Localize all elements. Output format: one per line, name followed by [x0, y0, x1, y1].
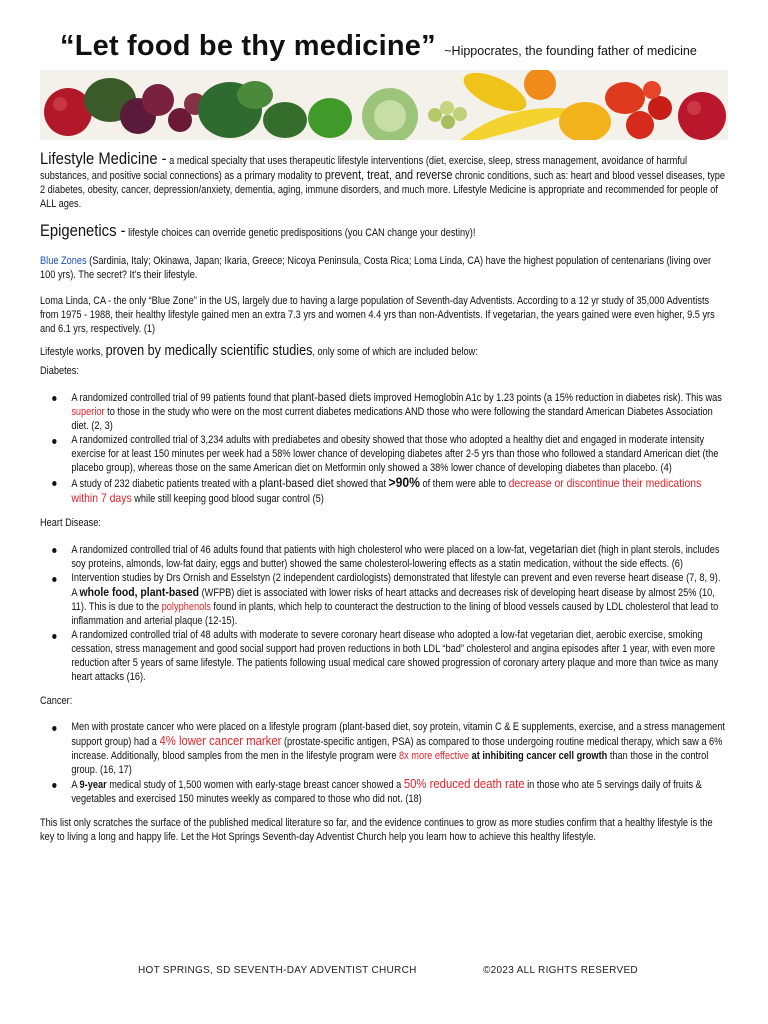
diabetes-list — [40, 390, 727, 506]
list-item: Men with prostate cancer who were placed on a lifestyle program (plant-based diet, soy protein, vitamin C & E supplements, exercise, and a stress management support group) had a 4% lower cancer marker (prostate-specific antigen, PSA) as compared to those undergoing routine medical therapy, which saw a 6% increase. Additionally, blood samples from the men in the lifestyle program were 8x more effective at inhibiting cancer cell growth than those in the control group. (16, 17) — [40, 720, 727, 777]
polyphenols-highlight: polyphenols — [161, 601, 211, 613]
page-header — [60, 30, 720, 63]
lifestyle-medicine-term: Lifestyle Medicine - — [40, 149, 167, 168]
footer-copyright: ©2023 ALL RIGHTS RESERVED — [483, 965, 638, 976]
lifestyle-works-emphasis: proven by medically scientific studies — [105, 343, 313, 359]
quote-attribution: ~Hippocrates, the founding father of medicine — [444, 44, 697, 58]
lifestyle-medicine-paragraph — [40, 149, 727, 211]
lifestyle-works-post: , only some of which are included below: — [312, 346, 478, 358]
epigenetics-term: Epigenetics - — [40, 221, 126, 240]
loma-linda-paragraph: Loma Linda, CA - the only “Blue Zone” in the US, largely due to having a large population of Seventh-day Adventists. According to a 12 yr study of 35,000 Adventists from 1975 - 1988, their healthy lifestyle gained men an extra 7.3 yrs and women 4.4 yrs than non-Adventists. If vegetarian, the years gained were even higher, 9.5 yrs and 6.1 yrs, respectively. (1) — [40, 295, 715, 335]
over-90-percent: >90% — [388, 474, 420, 490]
produce-image — [40, 70, 728, 140]
blue-zones-text: (Sardinia, Italy; Okinawa, Japan; Ikaria, Greece; Nicoya Peninsula, Costa Rica; Loma Linda, CA) have the highest population of centenarians (living over 100 yrs). The secret? It’s their lifestyle. — [40, 255, 712, 281]
diabetes-heading: Diabetes: — [40, 365, 79, 377]
cancer-list — [40, 720, 727, 806]
fruits-and-vegetables-banner — [40, 70, 728, 140]
list-item: A randomized controlled trial of 46 adults found that patients with high cholesterol who were placed on a low-fat, vegetarian diet (high in plant sterols, includes soy proteins, almonds, low-fat dairy, eggs and butter) showed the same cholesterol-lowering effects as a statin medication, without the side effects. (6) — [40, 542, 727, 571]
heart-disease-list — [40, 542, 727, 684]
plant-based-diets-emphasis: plant-based diets — [291, 390, 372, 404]
list-item: Intervention studies by Drs Ornish and Esselstyn (2 independent cardiologists) demonstrated that lifestyle can prevent and even reverse heart disease (7, 8, 9). A whole food, plant-based (WFPB) diet is associated with lower risks of heart attacks and decreases risk of developing heart disease by almost 25% (10, 11). This is due to the polyphenols found in plants, which help to counteract the destruction to the lining of blood vessels caused by LDL cholesterol that lead to inflammation and arterial plaque (12-15). — [40, 571, 727, 628]
superior-highlight: superior — [71, 406, 105, 418]
list-item: A randomized controlled trial of 99 patients found that plant-based diets improved Hemoglobin A1c by 1.23 points (a 15% reduction in diabetes risk). This was superior to those in the study who were on the most current diabetes medications AND those who were following the standard American Diabetes Association diet. (2, 3) — [40, 390, 727, 433]
death-rate-highlight: 50% reduced death rate — [403, 776, 525, 791]
list-item: A study of 232 diabetic patients treated with a plant-based diet showed that >90% of them were able to decrease or discontinue their medications within 7 days while still keeping good blood sugar control (5) — [40, 475, 727, 506]
footer-church-name: HOT SPRINGS, SD SEVENTH-DAY ADVENTIST CHURCH — [138, 965, 417, 976]
content-body — [40, 149, 727, 844]
list-item: A 9-year medical study of 1,500 women with early-stage breast cancer showed a 50% reduced death rate in those who ate 5 servings daily of fruits & vegetables and exercised 150 minutes weekly as compared to those who did not. (18) — [40, 777, 727, 806]
blue-zones-link[interactable]: Blue Zones — [40, 255, 87, 267]
epigenetics-text: lifestyle choices can override genetic predispositions (you CAN change your destiny)! — [125, 227, 476, 239]
8x-highlight: 8x more effective — [399, 750, 470, 762]
blue-zones-paragraph — [40, 254, 727, 282]
lifestyle-text-1: a medical specialty that uses therapeutic lifestyle interventions (diet, exercise, sleep, stress management, avoidance of harmful substances, and positive social connections) as a primary modality to — [40, 155, 688, 182]
lifestyle-works-line — [40, 344, 727, 359]
medication-highlight: decrease or discontinue their medications within 7 days — [71, 476, 702, 505]
lifestyle-text-2: chronic conditions, such as: heart and blood vessel diseases, type 2 diabetes, obesity, cancer, depression/anxiety, dementia, aging, immune disorders, and much more. Lifestyle Medicine is appropriate and recommended for people of ALL ages. — [40, 170, 725, 210]
cancer-heading: Cancer: — [40, 695, 73, 707]
lifestyle-emphasis: prevent, treat, and reverse — [324, 168, 453, 182]
list-item: A randomized controlled trial of 48 adults with moderate to severe coronary heart disease who adopted a low-fat vegetarian diet, aerobic exercise, smoking cessation, stress management and good social support had proven reductions in both LDL “bad” cholesterol and angina episodes after 1 year, with even more reduction after 5 years of same lifestyle. The patients following usual medical care showed progression of coronary artery plaque and more than twice as many heart attacks (16). — [40, 628, 727, 684]
cancer-marker-highlight: 4% lower cancer marker — [159, 733, 282, 748]
lifestyle-works-pre: Lifestyle works, — [40, 346, 106, 358]
closing-paragraph: This list only scratches the surface of the published medical literature so far, and the evidence continues to grow as more studies confirm that a healthy lifestyle is the key to living a long and happy life. Let the Hot Springs Seventh-day Adventist Church help you learn how to achieve this healthy lifestyle. — [40, 817, 713, 843]
list-item: A randomized controlled trial of 3,234 adults with prediabetes and obesity showed that those who adopted a healthy diet and engaged in moderate intensity exercise for at least 150 minutes per week had a 58% lower chance of developing diabetes after 2-5 yrs than those who followed a standard American diet (the placebo group), whereas those on the same American diet on Metformin only showed a 38% lower chance of developing diabetes than placebo. (4) — [40, 433, 727, 475]
epigenetics-paragraph — [40, 221, 727, 240]
quote-title: “Let food be thy medicine” — [60, 30, 436, 62]
heart-disease-heading: Heart Disease: — [40, 517, 101, 529]
